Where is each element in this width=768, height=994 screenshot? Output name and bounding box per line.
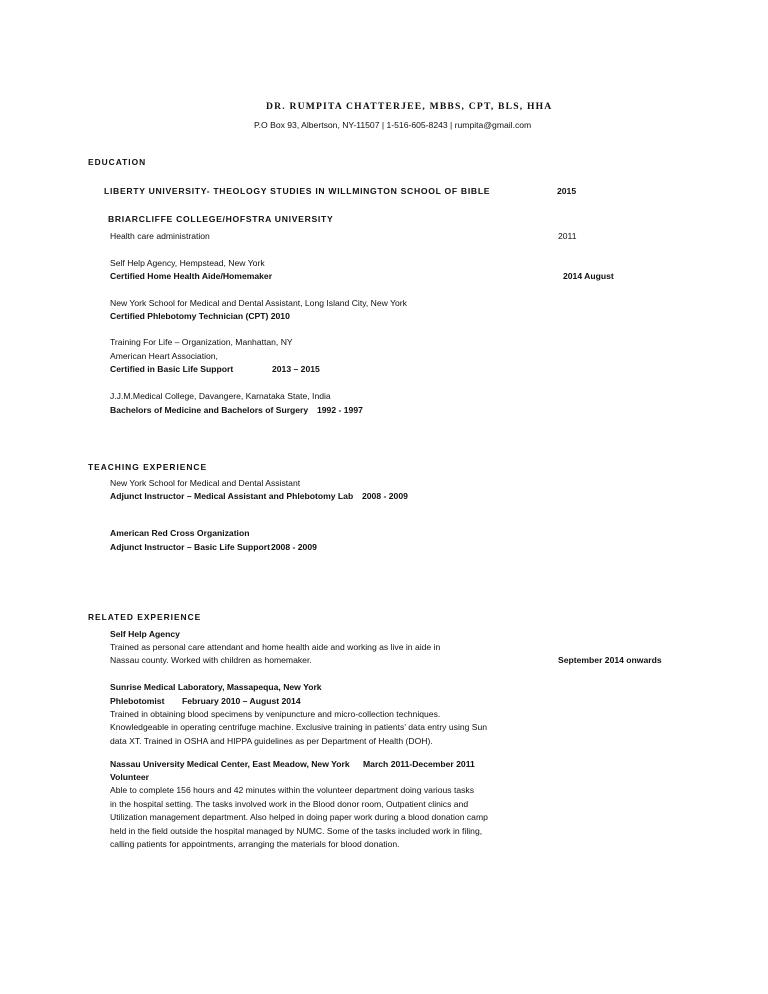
numc-line4: held in the field outside the hospital managed by NUMC. Some of the tasks included work in filing, xyxy=(110,826,483,836)
sunrise-line2: Knowledgeable in operating centrifuge machine. Exclusive training in patients’ data entry using Sun xyxy=(110,722,488,732)
numc-role: Volunteer xyxy=(110,772,149,782)
liberty-title: LIBERTY UNIVERSITY- THEOLOGY STUDIES IN WILLMINGTON SCHOOL OF BIBLE xyxy=(104,186,491,196)
selfhelp-edu-line2: Certified Home Health Aide/Homemaker xyxy=(110,271,273,281)
teaching1-years: 2008 - 2009 xyxy=(362,491,408,501)
nysmda-edu-line2: Certified Phlebotomy Technician (CPT) 2010 xyxy=(110,311,290,321)
tfl-years: 2013 – 2015 xyxy=(272,364,320,374)
teaching2-line2: Adjunct Instructor – Basic Life Support xyxy=(110,542,270,552)
contact-line: P.O Box 93, Albertson, NY-11507 | 1-516-605-8243 | rumpita@gmail.com xyxy=(254,120,532,130)
sunrise-line3: data XT. Trained in OSHA and HIPPA guidelines as per Department of Health (DOH). xyxy=(110,736,433,746)
sunrise-title: Sunrise Medical Laboratory, Massapequa, New York xyxy=(110,682,322,692)
briarcliffe-detail: Health care administration xyxy=(110,231,210,241)
related-heading: RELATED EXPERIENCE xyxy=(88,612,202,622)
selfhelp-date: September 2014 onwards xyxy=(558,655,662,665)
tfl-line3: Certified in Basic Life Support xyxy=(110,364,234,374)
numc-line1: Able to complete 156 hours and 42 minutes within the volunteer department doing various tasks xyxy=(110,785,475,795)
sunrise-line1: Trained in obtaining blood specimens by venipuncture and micro-collection techniques. xyxy=(110,709,441,719)
selfhelp-line1: Trained as personal care attendant and home health aide and working as live in aide in xyxy=(110,642,441,652)
numc-title: Nassau University Medical Center, East Meadow, New York xyxy=(110,759,350,769)
sunrise-role: Phlebotomist xyxy=(110,696,165,706)
jjm-line1: J.J.M.Medical College, Davangere, Karnataka State, India xyxy=(110,391,331,401)
teaching2-years: 2008 - 2009 xyxy=(271,542,317,552)
teaching2-line1: American Red Cross Organization xyxy=(110,528,250,538)
numc-dates: March 2011-December 2011 xyxy=(363,759,475,769)
briarcliffe-year: 2011 xyxy=(558,231,577,241)
numc-line3: Utilization management department. Also helped in doing paper work during a blood donation camp xyxy=(110,812,488,822)
resume-name: DR. RUMPITA CHATTERJEE, MBBS, CPT, BLS, HHA xyxy=(266,101,553,112)
selfhelp-edu-line1: Self Help Agency, Hempstead, New York xyxy=(110,258,265,268)
teaching1-line1: New York School for Medical and Dental Assistant xyxy=(110,478,301,488)
selfhelp-line2: Nassau county. Worked with children as homemaker. xyxy=(110,655,312,665)
sunrise-dates: February 2010 – August 2014 xyxy=(182,696,301,706)
selfhelp-title: Self Help Agency xyxy=(110,629,180,639)
teaching-heading: TEACHING EXPERIENCE xyxy=(88,462,208,472)
numc-line5: calling patients for appointments, arranging the materials for blood donation. xyxy=(110,839,400,849)
liberty-year: 2015 xyxy=(557,186,577,196)
briarcliffe-title: BRIARCLIFFE COLLEGE/HOFSTRA UNIVERSITY xyxy=(108,214,334,224)
tfl-line2: American Heart Association, xyxy=(110,351,218,361)
numc-line2: in the hospital setting. The tasks involved work in the Blood donor room, Outpatient clinics and xyxy=(110,799,469,809)
selfhelp-edu-date: 2014 August xyxy=(563,271,614,281)
jjm-years: 1992 - 1997 xyxy=(317,405,363,415)
teaching1-line2: Adjunct Instructor – Medical Assistant and Phlebotomy Lab xyxy=(110,491,354,501)
education-heading: EDUCATION xyxy=(88,157,147,167)
tfl-line1: Training For Life – Organization, Manhattan, NY xyxy=(110,337,293,347)
nysmda-edu-line1: New York School for Medical and Dental Assistant, Long Island City, New York xyxy=(110,298,407,308)
jjm-line2: Bachelors of Medicine and Bachelors of Surgery xyxy=(110,405,309,415)
